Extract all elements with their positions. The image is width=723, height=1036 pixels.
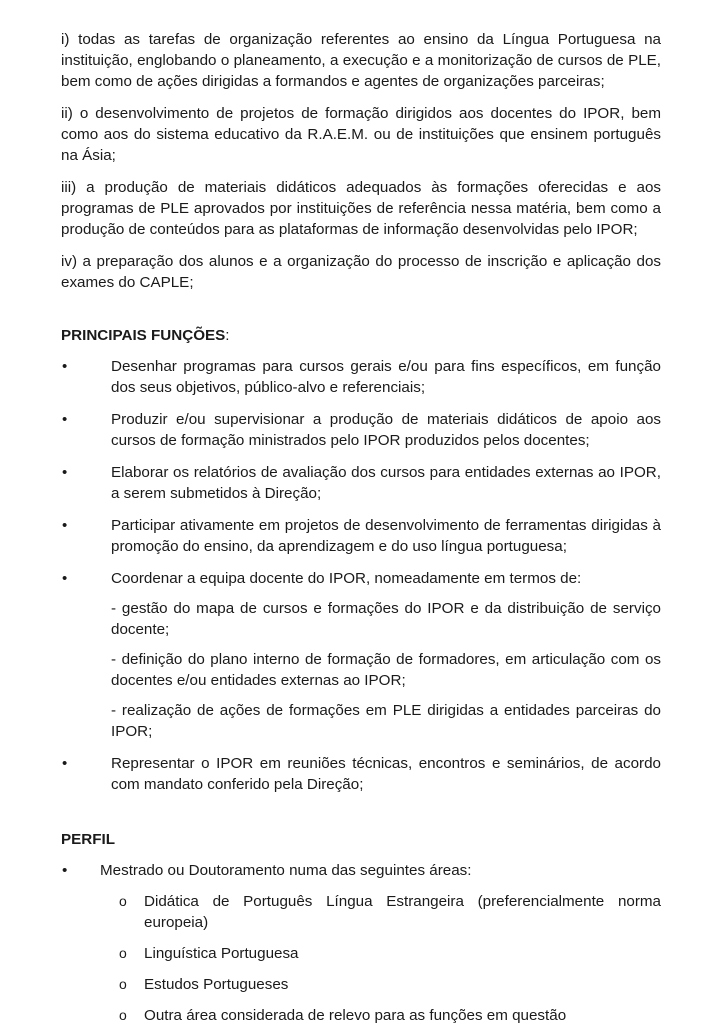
list-item-text: Desenhar programas para cursos gerais e/ou para fins específicos, em função dos seus objetivos, público-alvo e referenciais; (111, 358, 661, 396)
list-item (119, 891, 661, 933)
bullet-icon: • (62, 358, 68, 375)
list-item (119, 974, 661, 995)
intro-item-iv: iv) a preparação dos alunos e a organização do processo de inscrição e aplicação dos exames do CAPLE; (61, 253, 661, 291)
perfil-list (61, 860, 661, 881)
area-text: Outra área considerada de relevo para as funções em questão (144, 1007, 567, 1024)
list-item-text: Coordenar a equipa docente do IPOR, nomeadamente em termos de: (111, 570, 582, 587)
list-item (61, 753, 661, 795)
bullet-icon: • (62, 517, 68, 534)
list-item (61, 568, 661, 742)
coordenar-subitem: - realização de ações de formações em PLE dirigidas a entidades parceiras do IPOR; (111, 702, 661, 740)
list-item-text: Participar ativamente em projetos de desenvolvimento de ferramentas dirigidas à promoção do ensino, da aprendizagem e do uso língua portuguesa; (111, 517, 661, 555)
perfil-areas-list (61, 891, 661, 1026)
circle-bullet-icon: o (119, 1007, 127, 1023)
list-item (61, 462, 661, 504)
list-item (61, 356, 661, 398)
circle-bullet-icon: o (119, 976, 127, 992)
intro-item-i: i) todas as tarefas de organização referentes ao ensino da Língua Portuguesa na instituição, englobando o planeamento, a execução e a monitorização de cursos de PLE, bem como de ações dirigidas a formandos e agentes de organizações parceiras; (61, 31, 661, 90)
list-item (61, 515, 661, 557)
area-text: Didática de Português Língua Estrangeira (preferencialmente norma europeia) (144, 893, 661, 931)
perfil-main-item: Mestrado ou Doutoramento numa das seguintes áreas: (100, 862, 472, 879)
funcoes-heading-text: PRINCIPAIS FUNÇÕES (61, 327, 226, 344)
list-item-text: Produzir e/ou supervisionar a produção de materiais didáticos de apoio aos cursos de formação ministrados pelo IPOR produzidos pelos docentes; (111, 411, 661, 449)
area-text: Estudos Portugueses (144, 976, 289, 993)
circle-bullet-icon: o (119, 893, 127, 909)
bullet-icon: • (62, 464, 68, 481)
list-item (119, 943, 661, 964)
coordenar-subitem: - definição do plano interno de formação de formadores, em articulação com os docentes e/ou entidades externas ao IPOR; (111, 651, 661, 689)
area-text: Linguística Portuguesa (144, 945, 299, 962)
bullet-icon: • (62, 411, 68, 428)
bullet-icon: • (62, 755, 68, 772)
intro-item-ii: ii) o desenvolvimento de projetos de formação dirigidos aos docentes do IPOR, bem como aos do sistema educativo da R.A.E.M. ou de instituições que ensinem português na Ásia; (61, 105, 661, 164)
list-item (61, 860, 661, 881)
bullet-icon: • (62, 570, 68, 587)
list-item-text: Representar o IPOR em reuniões técnicas, encontros e seminários, de acordo com mandato conferido pela Direção; (111, 755, 661, 793)
section-heading-perfil: PERFIL (61, 831, 116, 848)
circle-bullet-icon: o (119, 945, 127, 961)
list-item-text: Elaborar os relatórios de avaliação dos cursos para entidades externas ao IPOR, a serem submetidos à Direção; (111, 464, 661, 502)
funcoes-list (61, 356, 661, 795)
section-heading-funcoes (61, 325, 661, 346)
list-item (61, 409, 661, 451)
intro-item-iii: iii) a produção de materiais didáticos adequados às formações oferecidas e aos programas de PLE aprovados por instituições de referência nessa matéria, bem como a produção de conteúdos para as plataformas de informação desenvolvidas pelo IPOR; (61, 179, 661, 238)
document-page (61, 29, 661, 1036)
bullet-icon: • (62, 862, 68, 879)
list-item (119, 1005, 661, 1026)
coordenar-subitem: - gestão do mapa de cursos e formações do IPOR e da distribuição de serviço docente; (111, 600, 661, 638)
funcoes-heading-colon: : (225, 327, 230, 344)
